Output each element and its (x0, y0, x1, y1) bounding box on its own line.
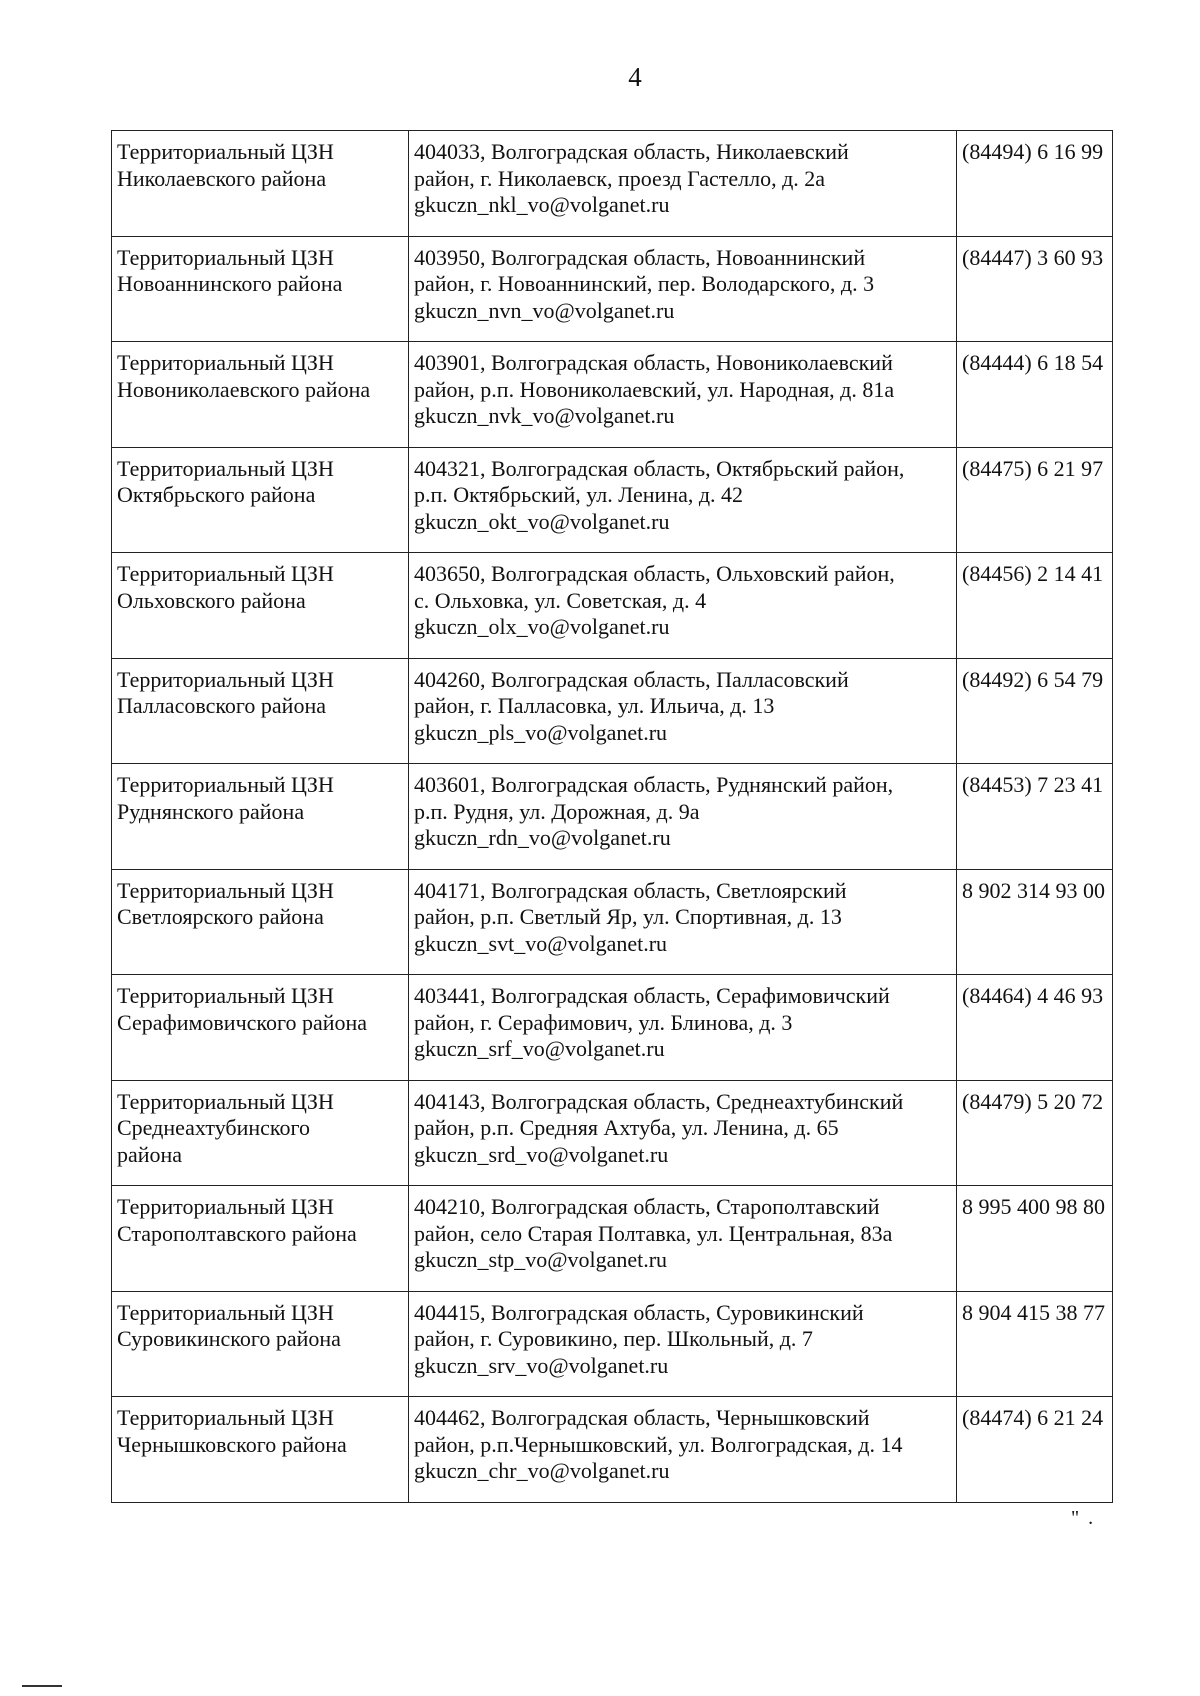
address-cell (409, 236, 957, 342)
email-address: gkuczn_srd_vo@volganet.ru (414, 1141, 669, 1167)
address-line: район, г. Новоаннинский, пер. Володарского, д. 3 (414, 271, 875, 296)
address-cell (409, 975, 957, 1081)
phone-cell (957, 131, 1113, 237)
phone-number: (84494) 6 16 99 (962, 139, 1104, 164)
address-line: 404415, Волгоградская область, Суровикинский (414, 1299, 864, 1325)
org-name-line: Руднянского района (117, 798, 305, 824)
phone-number: 8 995 400 98 80 (962, 1194, 1105, 1219)
table-row (112, 1291, 1113, 1397)
email-address: gkuczn_pls_vo@volganet.ru (414, 719, 668, 745)
org-name-line: Старополтавского района (117, 1220, 357, 1246)
address-line: 403601, Волгоградская область, Руднянский район, (414, 772, 894, 797)
address-cell (409, 1080, 957, 1186)
phone-cell (957, 236, 1113, 342)
address-cell (409, 764, 957, 870)
org-name-line: Территориальный ЦЗН (117, 1088, 334, 1114)
org-name-cell (112, 975, 409, 1081)
email-address: gkuczn_rdn_vo@volganet.ru (414, 825, 671, 850)
org-name-cell (112, 658, 409, 764)
phone-cell (957, 975, 1113, 1081)
address-line: район, р.п.Чернышковский, ул. Волгоградская, д. 14 (414, 1431, 903, 1457)
phone-cell (957, 1291, 1113, 1397)
phone-cell (957, 553, 1113, 659)
address-line: район, р.п. Светлый Яр, ул. Спортивная, д. 13 (414, 904, 842, 929)
address-line: 404171, Волгоградская область, Светлоярский (414, 877, 847, 903)
address-line: район, г. Суровикино, пер. Школьный, д. 7 (414, 1326, 813, 1351)
closing-quote-mark: " . (1071, 1507, 1096, 1529)
email-address: gkuczn_olx_vo@volganet.ru (414, 614, 670, 639)
org-name-line: Территориальный ЦЗН (117, 666, 334, 692)
phone-cell (957, 869, 1113, 975)
address-line: 404210, Волгоградская область, Старополтавский (414, 1194, 880, 1219)
org-name-cell (112, 869, 409, 975)
address-line: 403950, Волгоградская область, Новоаннинский (414, 244, 866, 270)
address-line: 404260, Волгоградская область, Палласовский (414, 666, 849, 692)
phone-cell (957, 447, 1113, 553)
table-row (112, 764, 1113, 870)
address-line: р.п. Рудня, ул. Дорожная, д. 9а (414, 798, 700, 824)
org-name-cell (112, 447, 409, 553)
org-name-line: Территориальный ЦЗН (117, 1405, 334, 1430)
phone-number: (84464) 4 46 93 (962, 983, 1104, 1008)
phone-number: (84456) 2 14 41 (962, 561, 1104, 586)
address-line: район, г. Серафимович, ул. Блинова, д. 3 (414, 1009, 793, 1035)
table-row (112, 1186, 1113, 1292)
org-name-line: Территориальный ЦЗН (117, 244, 334, 270)
page-number: 4 (628, 62, 642, 92)
org-name-line: Чернышковского района (117, 1431, 347, 1457)
phone-number: 8 904 415 38 77 (962, 1299, 1105, 1325)
table-row (112, 553, 1113, 659)
employment-centers-table (111, 130, 1113, 1503)
email-address: gkuczn_chr_vo@volganet.ru (414, 1458, 670, 1483)
address-cell (409, 1291, 957, 1397)
email-address: gkuczn_okt_vo@volganet.ru (414, 508, 670, 534)
address-line: 403441, Волгоградская область, Серафимовичский (414, 983, 890, 1008)
address-line: 404143, Волгоградская область, Среднеахтубинский (414, 1088, 904, 1114)
org-name-line: района (117, 1141, 183, 1167)
org-name-line: Николаевского района (117, 165, 327, 191)
phone-cell (957, 658, 1113, 764)
address-line: 404462, Волгоградская область, Чернышковский (414, 1405, 870, 1430)
phone-cell (957, 764, 1113, 870)
phone-cell (957, 1397, 1113, 1503)
phone-number: (84444) 6 18 54 (962, 350, 1104, 375)
address-line: район, р.п. Средняя Ахтуба, ул. Ленина, д. 65 (414, 1115, 839, 1140)
phone-number: (84447) 3 60 93 (962, 244, 1104, 270)
phone-cell (957, 1186, 1113, 1292)
org-name-line: Светлоярского района (117, 904, 324, 929)
address-line: р.п. Октябрьский, ул. Ленина, д. 42 (414, 482, 744, 507)
org-name-cell (112, 764, 409, 870)
address-line: 403901, Волгоградская область, Новониколаевский (414, 350, 893, 375)
org-name-cell (112, 1397, 409, 1503)
org-name-cell (112, 131, 409, 237)
org-name-line: Территориальный ЦЗН (117, 1194, 334, 1219)
email-address: gkuczn_nkl_vo@volganet.ru (414, 192, 670, 217)
org-name-line: Суровикинского района (117, 1326, 341, 1351)
address-line: район, г. Николаевск, проезд Гастелло, д. 2а (414, 165, 826, 191)
phone-number: (84453) 7 23 41 (962, 772, 1104, 797)
org-name-cell (112, 236, 409, 342)
address-line: 404321, Волгоградская область, Октябрьский район, (414, 455, 905, 481)
email-address: gkuczn_nvk_vo@volganet.ru (414, 403, 675, 428)
email-address: gkuczn_nvn_vo@volganet.ru (414, 297, 675, 323)
org-name-line: Среднеахтубинского (117, 1115, 310, 1140)
org-name-line: Территориальный ЦЗН (117, 772, 334, 797)
org-name-line: Новоаннинского района (117, 271, 343, 296)
address-cell (409, 131, 957, 237)
org-name-line: Территориальный ЦЗН (117, 983, 334, 1008)
address-cell (409, 1186, 957, 1292)
address-line: район, г. Палласовка, ул. Ильича, д. 13 (414, 693, 775, 718)
phone-number: (84479) 5 20 72 (962, 1088, 1104, 1114)
table-row (112, 1397, 1113, 1503)
org-name-cell (112, 342, 409, 448)
address-line: 403650, Волгоградская область, Ольховский район, (414, 561, 895, 586)
org-name-line: Территориальный ЦЗН (117, 877, 334, 903)
email-address: gkuczn_srv_vo@volganet.ru (414, 1352, 669, 1378)
org-name-line: Новониколаевского района (117, 376, 371, 402)
table-row (112, 131, 1113, 237)
address-line: 404033, Волгоградская область, Николаевский (414, 139, 849, 164)
phone-number: (84474) 6 21 24 (962, 1405, 1104, 1430)
email-address: gkuczn_stp_vo@volganet.ru (414, 1247, 668, 1272)
org-name-line: Палласовского района (117, 693, 326, 718)
address-cell (409, 869, 957, 975)
phone-cell (957, 1080, 1113, 1186)
phone-number: (84492) 6 54 79 (962, 666, 1104, 692)
org-name-line: Ольховского района (117, 587, 306, 613)
phone-number: (84475) 6 21 97 (962, 455, 1104, 481)
address-line: район, р.п. Новониколаевский, ул. Народная, д. 81а (414, 376, 895, 402)
address-cell (409, 342, 957, 448)
address-line: с. Ольховка, ул. Советская, д. 4 (414, 587, 707, 613)
table-row (112, 342, 1113, 448)
phone-number: 8 902 314 93 00 (962, 877, 1105, 903)
org-name-cell (112, 1291, 409, 1397)
org-name-cell (112, 1186, 409, 1292)
org-name-line: Территориальный ЦЗН (117, 561, 334, 586)
email-address: gkuczn_srf_vo@volganet.ru (414, 1036, 665, 1061)
corner-scan-mark (22, 1685, 62, 1687)
address-line: район, село Старая Полтавка, ул. Центральная, 83а (414, 1220, 893, 1246)
org-name-line: Территориальный ЦЗН (117, 455, 334, 481)
phone-cell (957, 342, 1113, 448)
org-name-line: Серафимовичского района (117, 1009, 368, 1035)
org-name-line: Территориальный ЦЗН (117, 139, 334, 164)
org-name-cell (112, 1080, 409, 1186)
org-name-line: Территориальный ЦЗН (117, 350, 334, 375)
table-row (112, 447, 1113, 553)
address-cell (409, 553, 957, 659)
table-row (112, 975, 1113, 1081)
table-row (112, 236, 1113, 342)
table-row (112, 1080, 1113, 1186)
table-row (112, 869, 1113, 975)
table-body (112, 131, 1113, 1503)
address-cell (409, 447, 957, 553)
table-row (112, 658, 1113, 764)
org-name-line: Территориальный ЦЗН (117, 1299, 334, 1325)
org-name-cell (112, 553, 409, 659)
email-address: gkuczn_svt_vo@volganet.ru (414, 930, 668, 956)
org-name-line: Октябрьского района (117, 482, 316, 507)
address-cell (409, 658, 957, 764)
address-cell (409, 1397, 957, 1503)
